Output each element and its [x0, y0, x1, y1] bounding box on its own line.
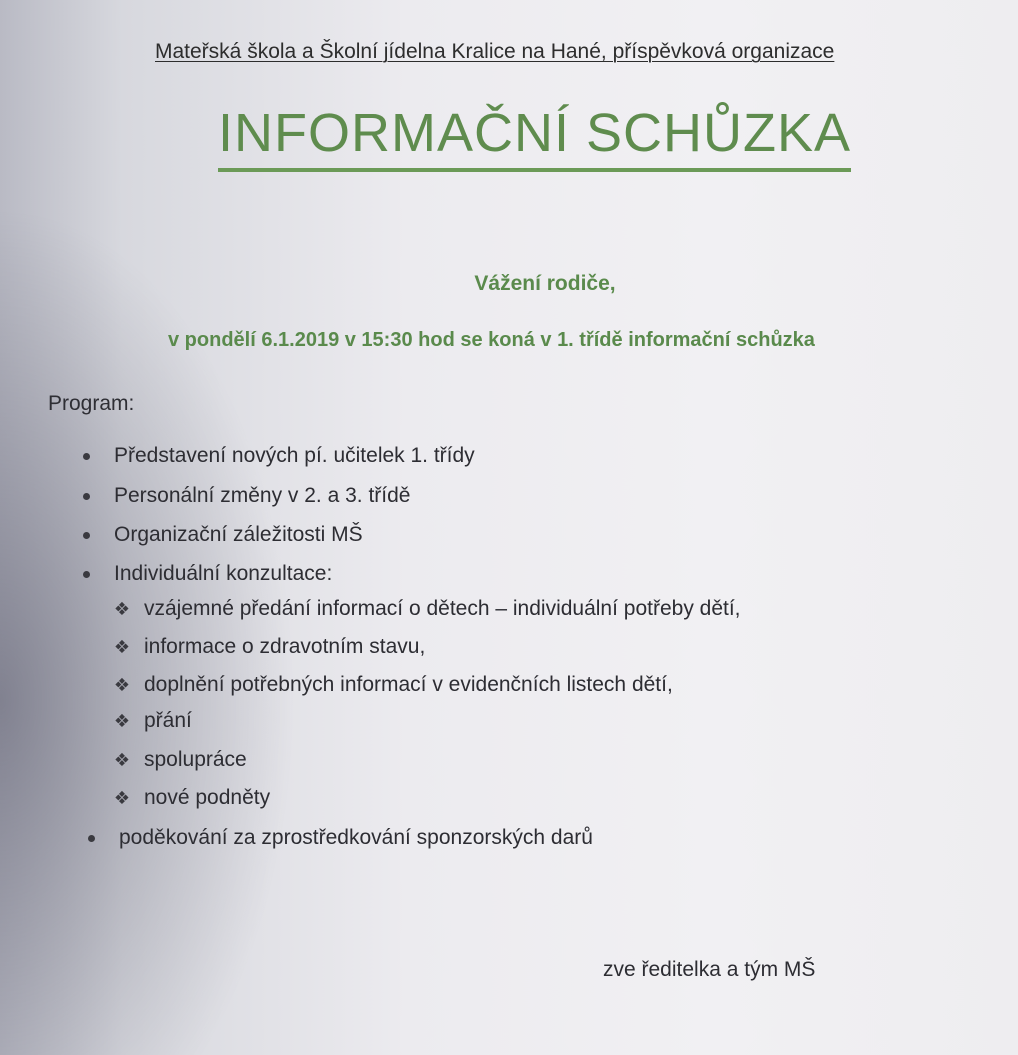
four-diamond-icon: ❖ — [113, 598, 131, 619]
document-title: INFORMAČNÍ SCHŮZKA — [218, 102, 851, 172]
signature: zve ředitelka a tým MŠ — [603, 958, 816, 981]
sub-list-item — [112, 709, 192, 733]
sub-list-item-text: doplnění potřebných informací v evidenčních listech dětí, — [144, 673, 673, 696]
sub-list-item — [112, 673, 673, 697]
bullet-dot-icon — [83, 532, 90, 539]
bullet-dot-icon — [83, 453, 90, 460]
four-diamond-icon: ❖ — [113, 787, 131, 808]
four-diamond-icon: ❖ — [113, 710, 131, 731]
greeting: Vážení rodiče, — [474, 272, 616, 295]
sub-list-item-text: přání — [144, 709, 192, 732]
sub-list-item — [112, 597, 741, 621]
meeting-announcement: v pondělí 6.1.2019 v 15:30 hod se koná v 1. třídě informační schůzka — [168, 329, 815, 351]
list-item-text: Individuální konzultace: — [114, 562, 333, 585]
list-item-text: Organizační záležitosti MŠ — [114, 523, 363, 546]
sub-list-item-text: informace o zdravotním stavu, — [144, 635, 426, 658]
list-item-text: Představení nových pí. učitelek 1. třídy — [114, 444, 475, 467]
list-item — [83, 562, 332, 586]
list-item-text: Personální změny v 2. a 3. třídě — [114, 484, 411, 507]
sub-list-item-text: vzájemné předání informací o dětech – individuální potřeby dětí, — [144, 597, 741, 620]
sub-list-item-text: nové podněty — [144, 786, 271, 809]
sub-list-item — [112, 786, 270, 810]
sub-list-item — [112, 635, 425, 659]
bullet-dot-icon — [83, 493, 90, 500]
four-diamond-icon: ❖ — [113, 749, 131, 770]
list-item — [83, 523, 363, 547]
four-diamond-icon: ❖ — [113, 636, 131, 657]
sub-list-item-text: spolupráce — [144, 748, 247, 771]
list-item — [83, 444, 475, 468]
list-item-text: poděkování za zprostředkování sponzorských darů — [119, 826, 593, 849]
list-item — [88, 826, 593, 850]
sub-list-item — [112, 748, 247, 772]
organization-header: Mateřská škola a Školní jídelna Kralice na Hané, příspěvková organizace — [155, 40, 835, 63]
program-label: Program: — [48, 392, 135, 415]
bullet-dot-icon — [88, 835, 95, 842]
list-item — [83, 484, 410, 508]
bullet-dot-icon — [83, 571, 90, 578]
four-diamond-icon: ❖ — [113, 674, 131, 695]
